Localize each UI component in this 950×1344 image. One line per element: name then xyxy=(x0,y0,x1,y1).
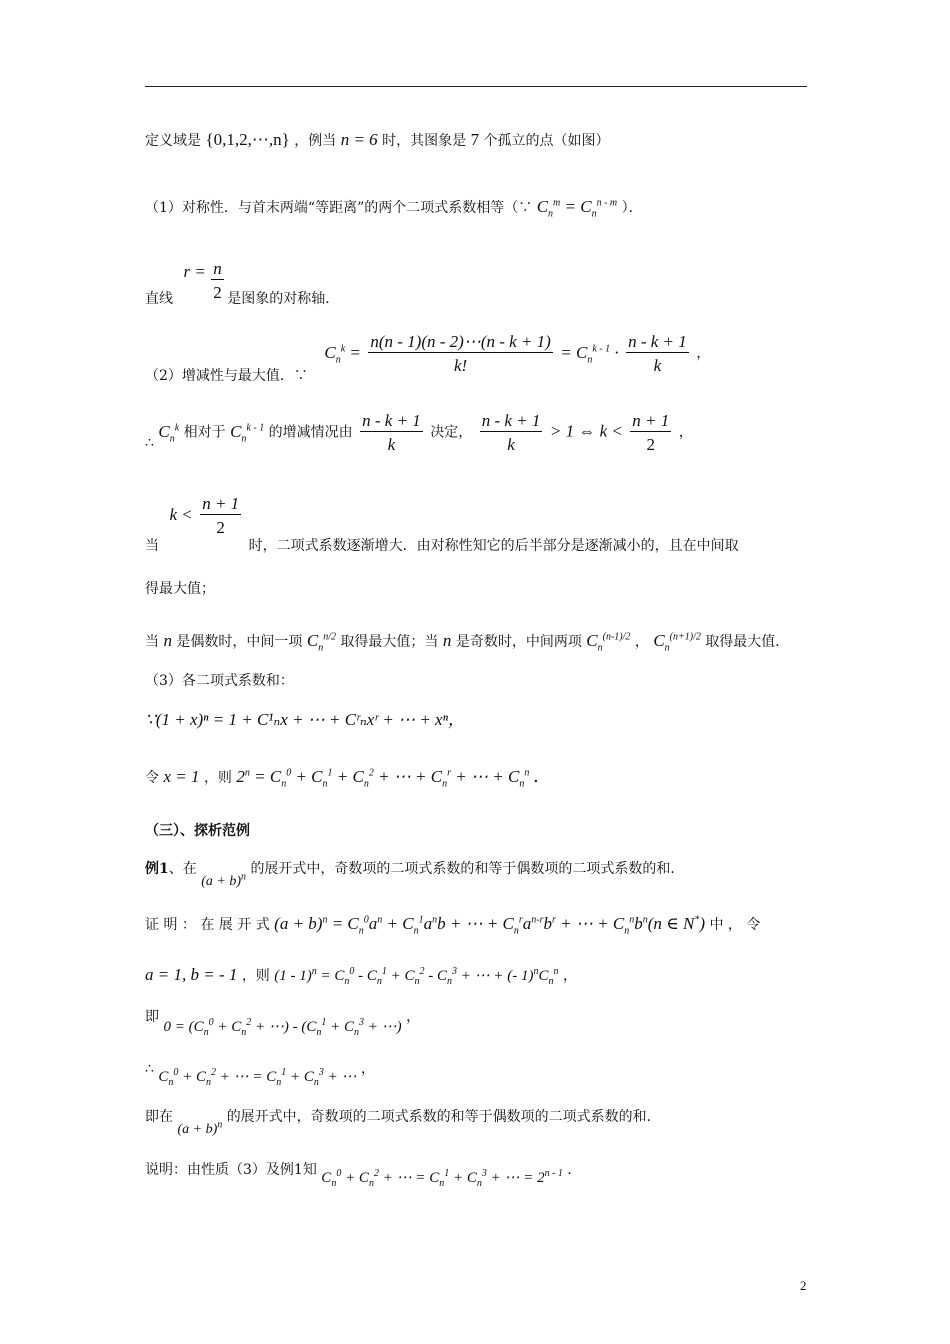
monotonic-line-4 xyxy=(145,582,215,596)
n-over-2-fraction xyxy=(211,260,224,301)
text: 得最大值； xyxy=(145,581,215,597)
text: 证 明 ： 在 展 开 式 xyxy=(145,917,270,933)
monotonic-line-3 xyxy=(145,494,739,554)
text: ． xyxy=(533,770,548,786)
text: 当 xyxy=(145,634,159,650)
denominator: k xyxy=(653,356,662,375)
sum-formula: $2^n = C_n^0 + C_n^1 + C_n^2$ + ⋯ + $C_n^r$ + ⋯ + $C_n^n$ xyxy=(236,767,530,790)
r-equals: r = xyxy=(183,261,206,281)
text: ，例当 xyxy=(294,133,337,149)
n-var: n xyxy=(163,631,172,650)
denominator: 2 xyxy=(216,518,225,537)
text: 直线 xyxy=(145,290,173,307)
numerator: n(n - 1)(n - 2)⋯(n - k + 1) xyxy=(370,332,551,351)
text: 知 xyxy=(302,1162,317,1178)
denominator: 2 xyxy=(646,435,656,454)
a-plus-b-n: $(a + b)^n$ xyxy=(177,1119,223,1137)
text: 即在 xyxy=(145,1109,173,1125)
text: 取得最大值． xyxy=(705,634,790,650)
numerator: n - k + 1 xyxy=(628,332,687,351)
numerator: n + 1 xyxy=(632,411,670,430)
text: ， xyxy=(634,634,649,650)
text: ， xyxy=(563,968,577,984)
example-num: 1 xyxy=(293,1162,303,1178)
falling-factorial-fraction xyxy=(368,333,552,374)
expansion-formula: $(a + b)^n = C_n^0a^n + C_n^1a^nb$ + ⋯ + $C_n^ra^{n-r}b^r$ + ⋯ + $C_n^nb^n(n$ ∈ N*) xyxy=(274,914,705,937)
domain-set: {0,1,2,⋯,n} xyxy=(205,130,290,149)
text: 个孤立的点（如图） xyxy=(483,133,610,149)
point-count: 7 xyxy=(470,130,480,149)
text: （3）各二项式系数和： xyxy=(145,673,294,689)
text: 时，其图象是 xyxy=(382,133,467,149)
note-line xyxy=(145,1162,582,1189)
text: 即 xyxy=(145,1009,159,1025)
text: ）． xyxy=(621,200,643,216)
half-sum: $C_n^0 + C_n^2$ + ⋯ = $C_n^1 + C_n^3$ + ⋯ = $2^{n - 1}$ xyxy=(321,1168,563,1189)
monotonic-line xyxy=(145,332,711,384)
text: 取得最大值；当 xyxy=(340,634,439,650)
symmetry-line xyxy=(145,197,643,220)
text: 说明：由性质（3）及例 xyxy=(145,1162,294,1178)
proof-line-1 xyxy=(145,914,761,937)
text: ， xyxy=(678,424,693,441)
text: 是偶数时，中间一项 xyxy=(176,634,303,650)
denominator: k! xyxy=(453,356,468,375)
text: 相对于 xyxy=(183,424,226,441)
text: ， xyxy=(406,1009,421,1025)
text: 中 ， 令 xyxy=(709,917,761,933)
header-rule xyxy=(145,86,807,87)
proof-line-5 xyxy=(145,1109,661,1137)
page-number: 2 xyxy=(800,1278,807,1293)
proof-line-2 xyxy=(145,965,577,987)
example1-line xyxy=(145,861,685,889)
ratio-fraction xyxy=(480,412,543,453)
symmetry-formula: $C_n^m = C_n^{n - m}$ xyxy=(536,197,618,220)
denominator: 2 xyxy=(213,283,222,302)
text: 的展开式中，奇数项的二项式系数的和等于偶数项的二项式系数的和． xyxy=(250,861,685,877)
ck-n: $C_n^k$ xyxy=(158,421,180,444)
text: 是图象的对称轴． xyxy=(227,290,340,307)
text: 的增减情况由 xyxy=(268,424,353,441)
odd-even-equality: $C_n^0 + C_n^2$ + ⋯ = $C_n^1 + C_n^3$ + ⋯ xyxy=(158,1067,357,1088)
text: 、在 xyxy=(168,861,197,877)
proof-line-4 xyxy=(145,1061,375,1088)
ck1-n: $C_n^{k - 1}$ xyxy=(230,421,265,444)
text: ． xyxy=(567,1162,582,1178)
k-less-than: k < xyxy=(169,504,193,524)
example-num: 1 xyxy=(159,861,169,877)
section-title xyxy=(145,824,250,838)
symmetry-text: （1）对称性．与首末两端“等距离”的两个二项式系数相等（∵ xyxy=(145,200,533,216)
proof-line-3 xyxy=(145,1009,421,1038)
text: ， xyxy=(361,1061,375,1077)
text: 令 xyxy=(145,770,159,786)
zero-difference: $0 = (C_n^0 + C_n^2$ + ⋯) - ($C_n^1 + C_n^3$ + ⋯) xyxy=(163,1017,402,1038)
middle-term-1: $C_n^{(n-1)/2}$ xyxy=(586,631,631,654)
therefore-symbol: ∴ xyxy=(145,434,154,451)
ck-n: $C_n^k$ = xyxy=(324,342,361,365)
domain-line xyxy=(145,131,610,148)
numerator: n + 1 xyxy=(202,494,240,513)
half-fraction xyxy=(200,495,241,536)
middle-term-2: $C_n^{(n+1)/2}$ xyxy=(653,631,701,654)
example-label: 例 xyxy=(145,861,159,877)
a-plus-b-n: $(a + b)^n$ xyxy=(201,871,246,889)
axis-line xyxy=(145,252,340,307)
text: ，则 xyxy=(203,770,232,786)
sum-formula xyxy=(145,711,465,728)
half-fraction xyxy=(630,412,671,453)
text: 的展开式中，奇数项的二项式系数的和等于偶数项的二项式系数的和． xyxy=(226,1109,661,1125)
substitution: a = 1, b = - 1 xyxy=(145,965,238,984)
text: ， xyxy=(696,345,711,362)
text: 时，二项式系数逐渐增大．由对称性知它的后半部分是逐渐减小的，且在中间取 xyxy=(248,537,739,554)
text: 定义域是 xyxy=(145,133,201,149)
denominator: k xyxy=(387,435,396,454)
numerator: n - k + 1 xyxy=(481,411,541,430)
x-equals-1: x = 1 xyxy=(163,767,200,786)
text: 当 xyxy=(145,537,159,554)
n-var: n xyxy=(442,631,452,650)
denominator: k xyxy=(507,435,515,454)
inequality: > 1 ⇔ k < xyxy=(549,421,623,441)
text: ，则 xyxy=(241,968,270,984)
ck1-n: = $C_n^{k - 1}$ · xyxy=(560,342,619,365)
sum-title xyxy=(145,674,294,688)
n-equals-6: n = 6 xyxy=(340,130,378,149)
binomial-expansion: ∵(1 + x)ⁿ = 1 + C¹ₙx + ⋯ + Cʳₙxʳ + ⋯ + xⁿ， xyxy=(145,710,465,729)
text: （2）增减性与最大值．∵ xyxy=(145,367,308,384)
sum-line-2 xyxy=(145,767,548,790)
therefore-symbol: ∴ xyxy=(145,1061,154,1077)
text: 是奇数时，中间两项 xyxy=(455,634,582,650)
alternating-sum: $(1 - 1)^n = C_n^0 - C_n^1 + C_n^2 - C_n^3$ + ⋯ + (- $1)^nC_n^n$ xyxy=(274,966,559,987)
text: 决定， xyxy=(430,424,473,441)
middle-term: $C_n^{n/2}$ xyxy=(306,631,336,654)
text: （三）、探析范例 xyxy=(145,823,250,839)
ratio-fraction xyxy=(626,333,689,374)
ratio-fraction xyxy=(360,412,423,453)
numerator: n - k + 1 xyxy=(362,411,421,430)
max-line xyxy=(145,631,790,654)
numerator: n xyxy=(213,259,222,278)
monotonic-line-2 xyxy=(145,412,693,453)
